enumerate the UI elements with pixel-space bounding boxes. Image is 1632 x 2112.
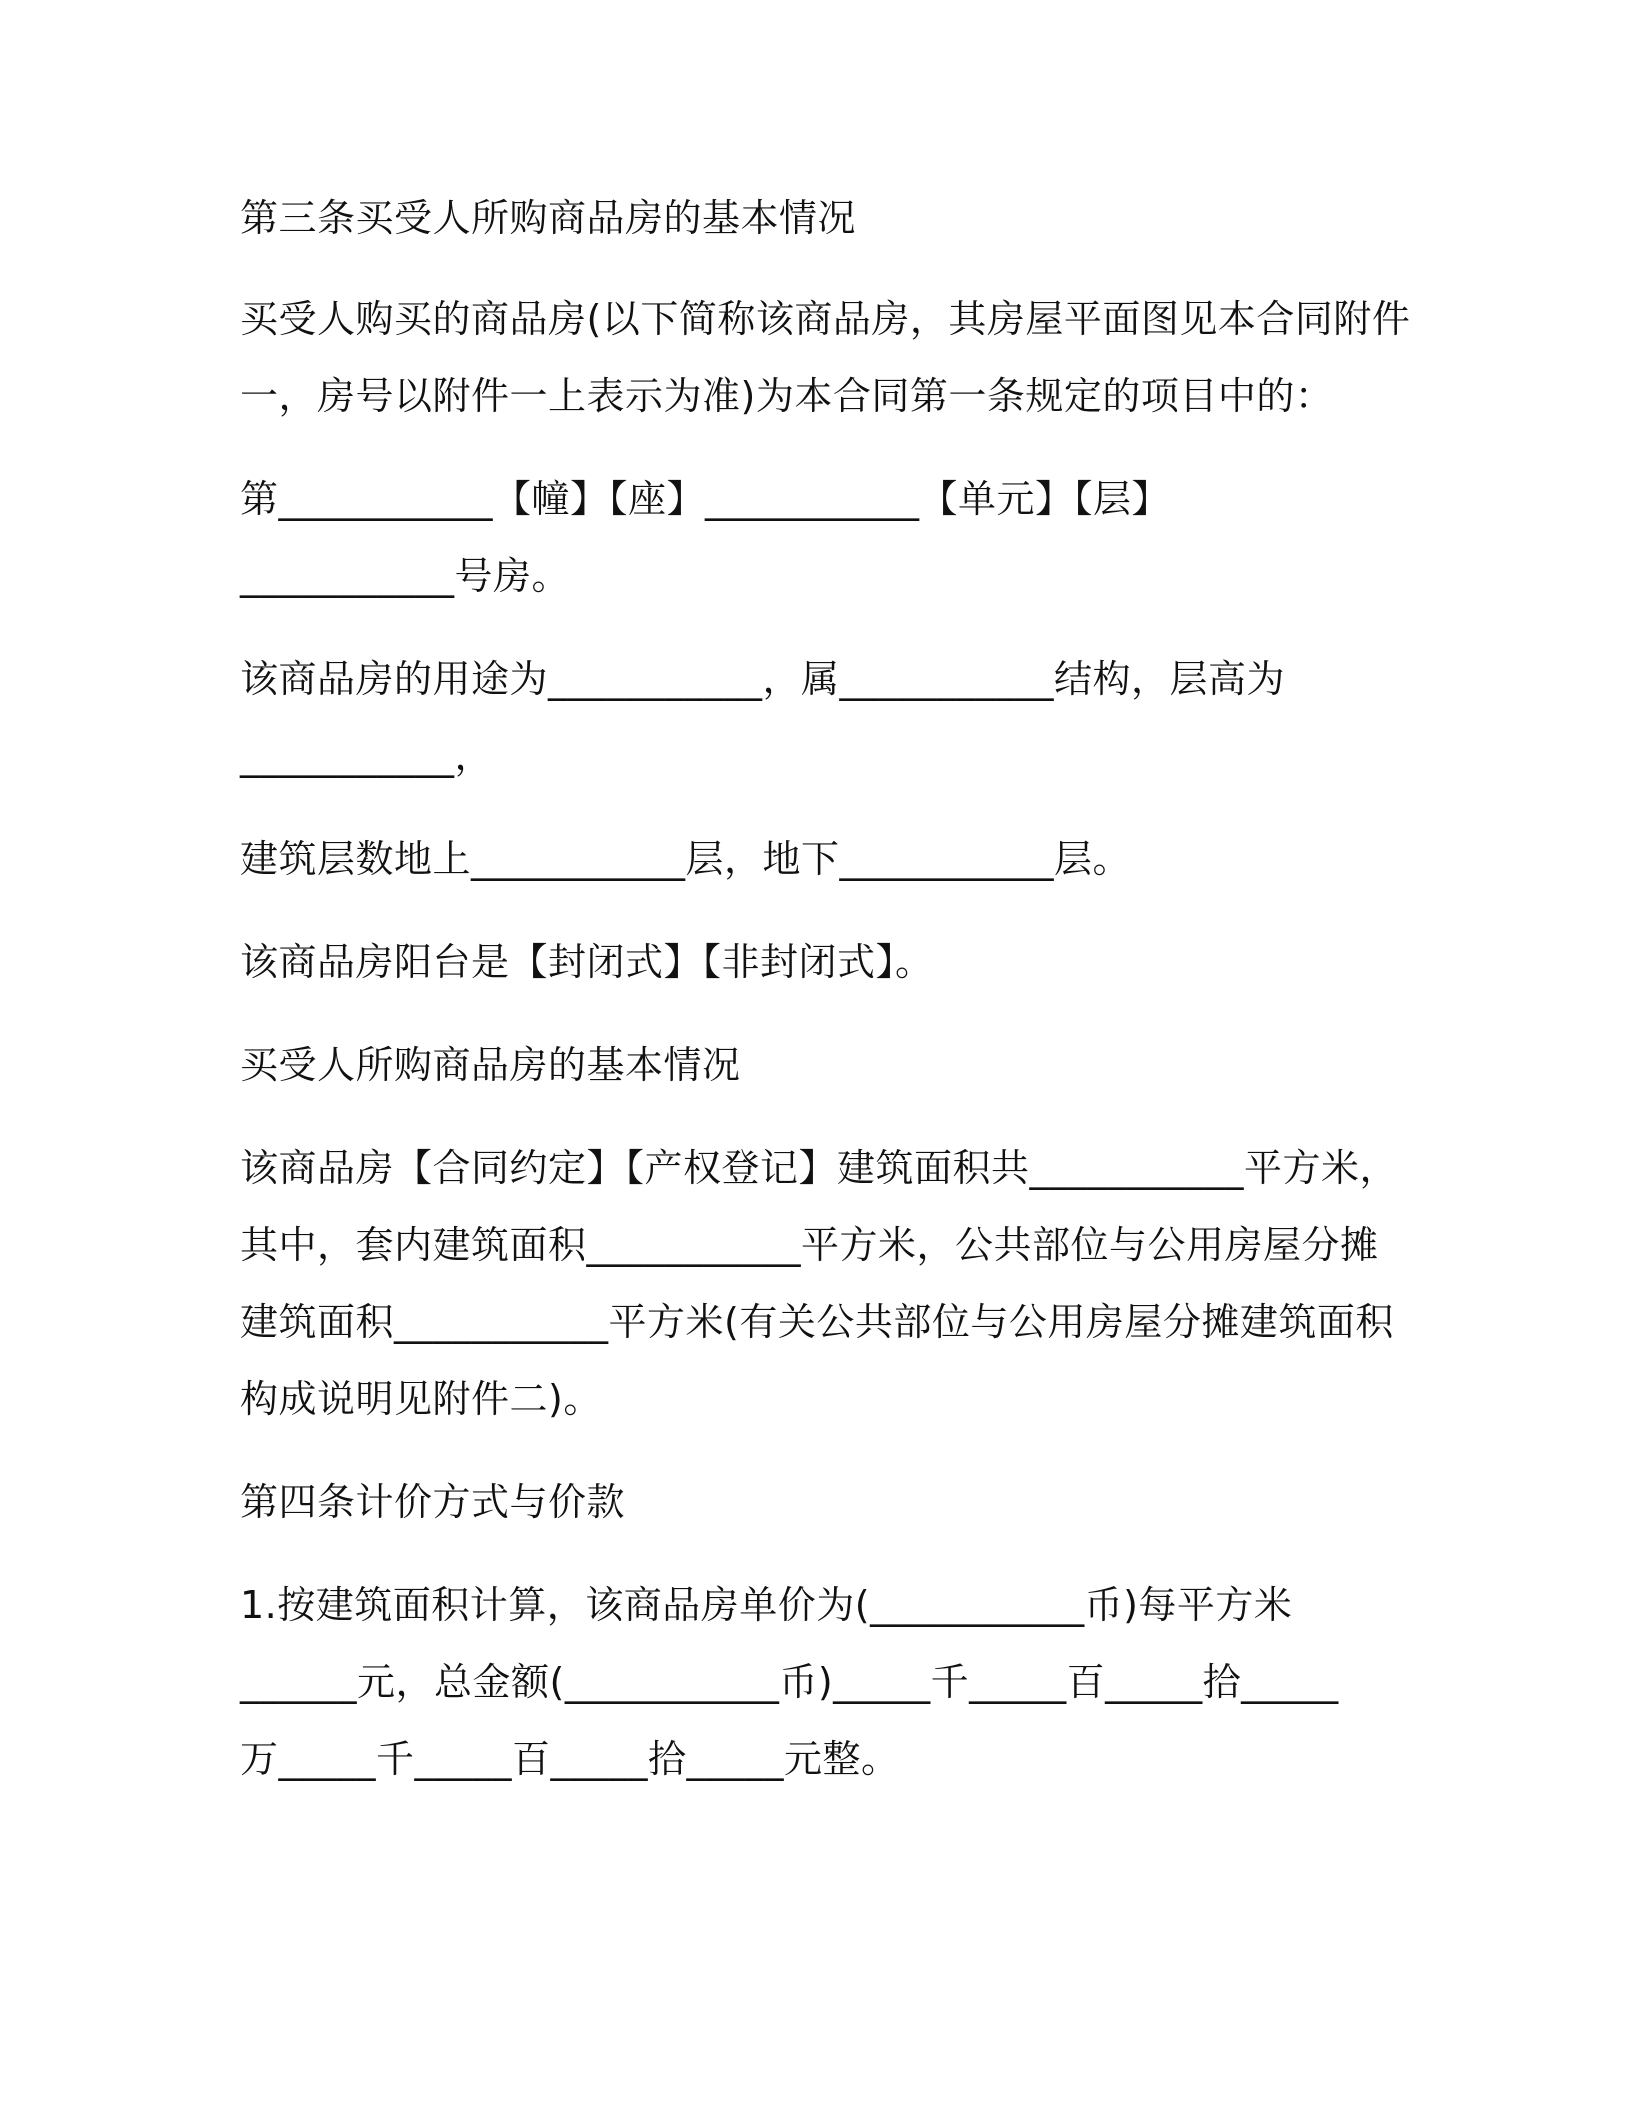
paragraph-line: 建筑层数地上___________层，地下___________层。	[240, 837, 1132, 881]
paragraph-line: 一，房号以附件一上表示为准)为本合同第一条规定的项目中的：	[240, 374, 1334, 418]
paragraph-line: 该商品房阳台是【封闭式】【非封闭式】。	[240, 940, 934, 984]
paragraph-line: 构成说明见附件二)。	[240, 1377, 602, 1421]
paragraph-line: ___________号房。	[240, 554, 571, 598]
paragraph-line: 万_____千_____百_____拾_____元整。	[240, 1737, 900, 1781]
paragraph-line: 该商品房的用途为___________，属___________结构，层高为	[240, 657, 1286, 701]
paragraph-line: 1.按建筑面积计算，该商品房单价为(___________币)每平方米	[240, 1583, 1293, 1627]
section-heading-article-4: 第四条计价方式与价款	[240, 1480, 626, 1524]
paragraph-line: 买受人购买的商品房(以下简称该商品房，其房屋平面图见本合同附件	[240, 297, 1411, 341]
paragraph-line: 买受人所购商品房的基本情况	[240, 1043, 741, 1087]
paragraph-line: 其中，套内建筑面积___________平方米，公共部位与公用房屋分摊	[240, 1223, 1379, 1267]
paragraph-line: 该商品房【合同约定】【产权登记】建筑面积共___________平方米，	[240, 1146, 1399, 1190]
paragraph-line: 建筑面积___________平方米(有关公共部位与公用房屋分摊建筑面积	[240, 1300, 1394, 1344]
paragraph-line: ___________，	[240, 734, 494, 778]
paragraph-line: 第___________【幢】【座】___________【单元】【层】	[240, 477, 1171, 521]
paragraph-line: ______元，总金额(___________币)_____千_____百_____拾_____	[240, 1660, 1339, 1704]
section-heading-article-3: 第三条买受人所购商品房的基本情况	[240, 196, 857, 240]
